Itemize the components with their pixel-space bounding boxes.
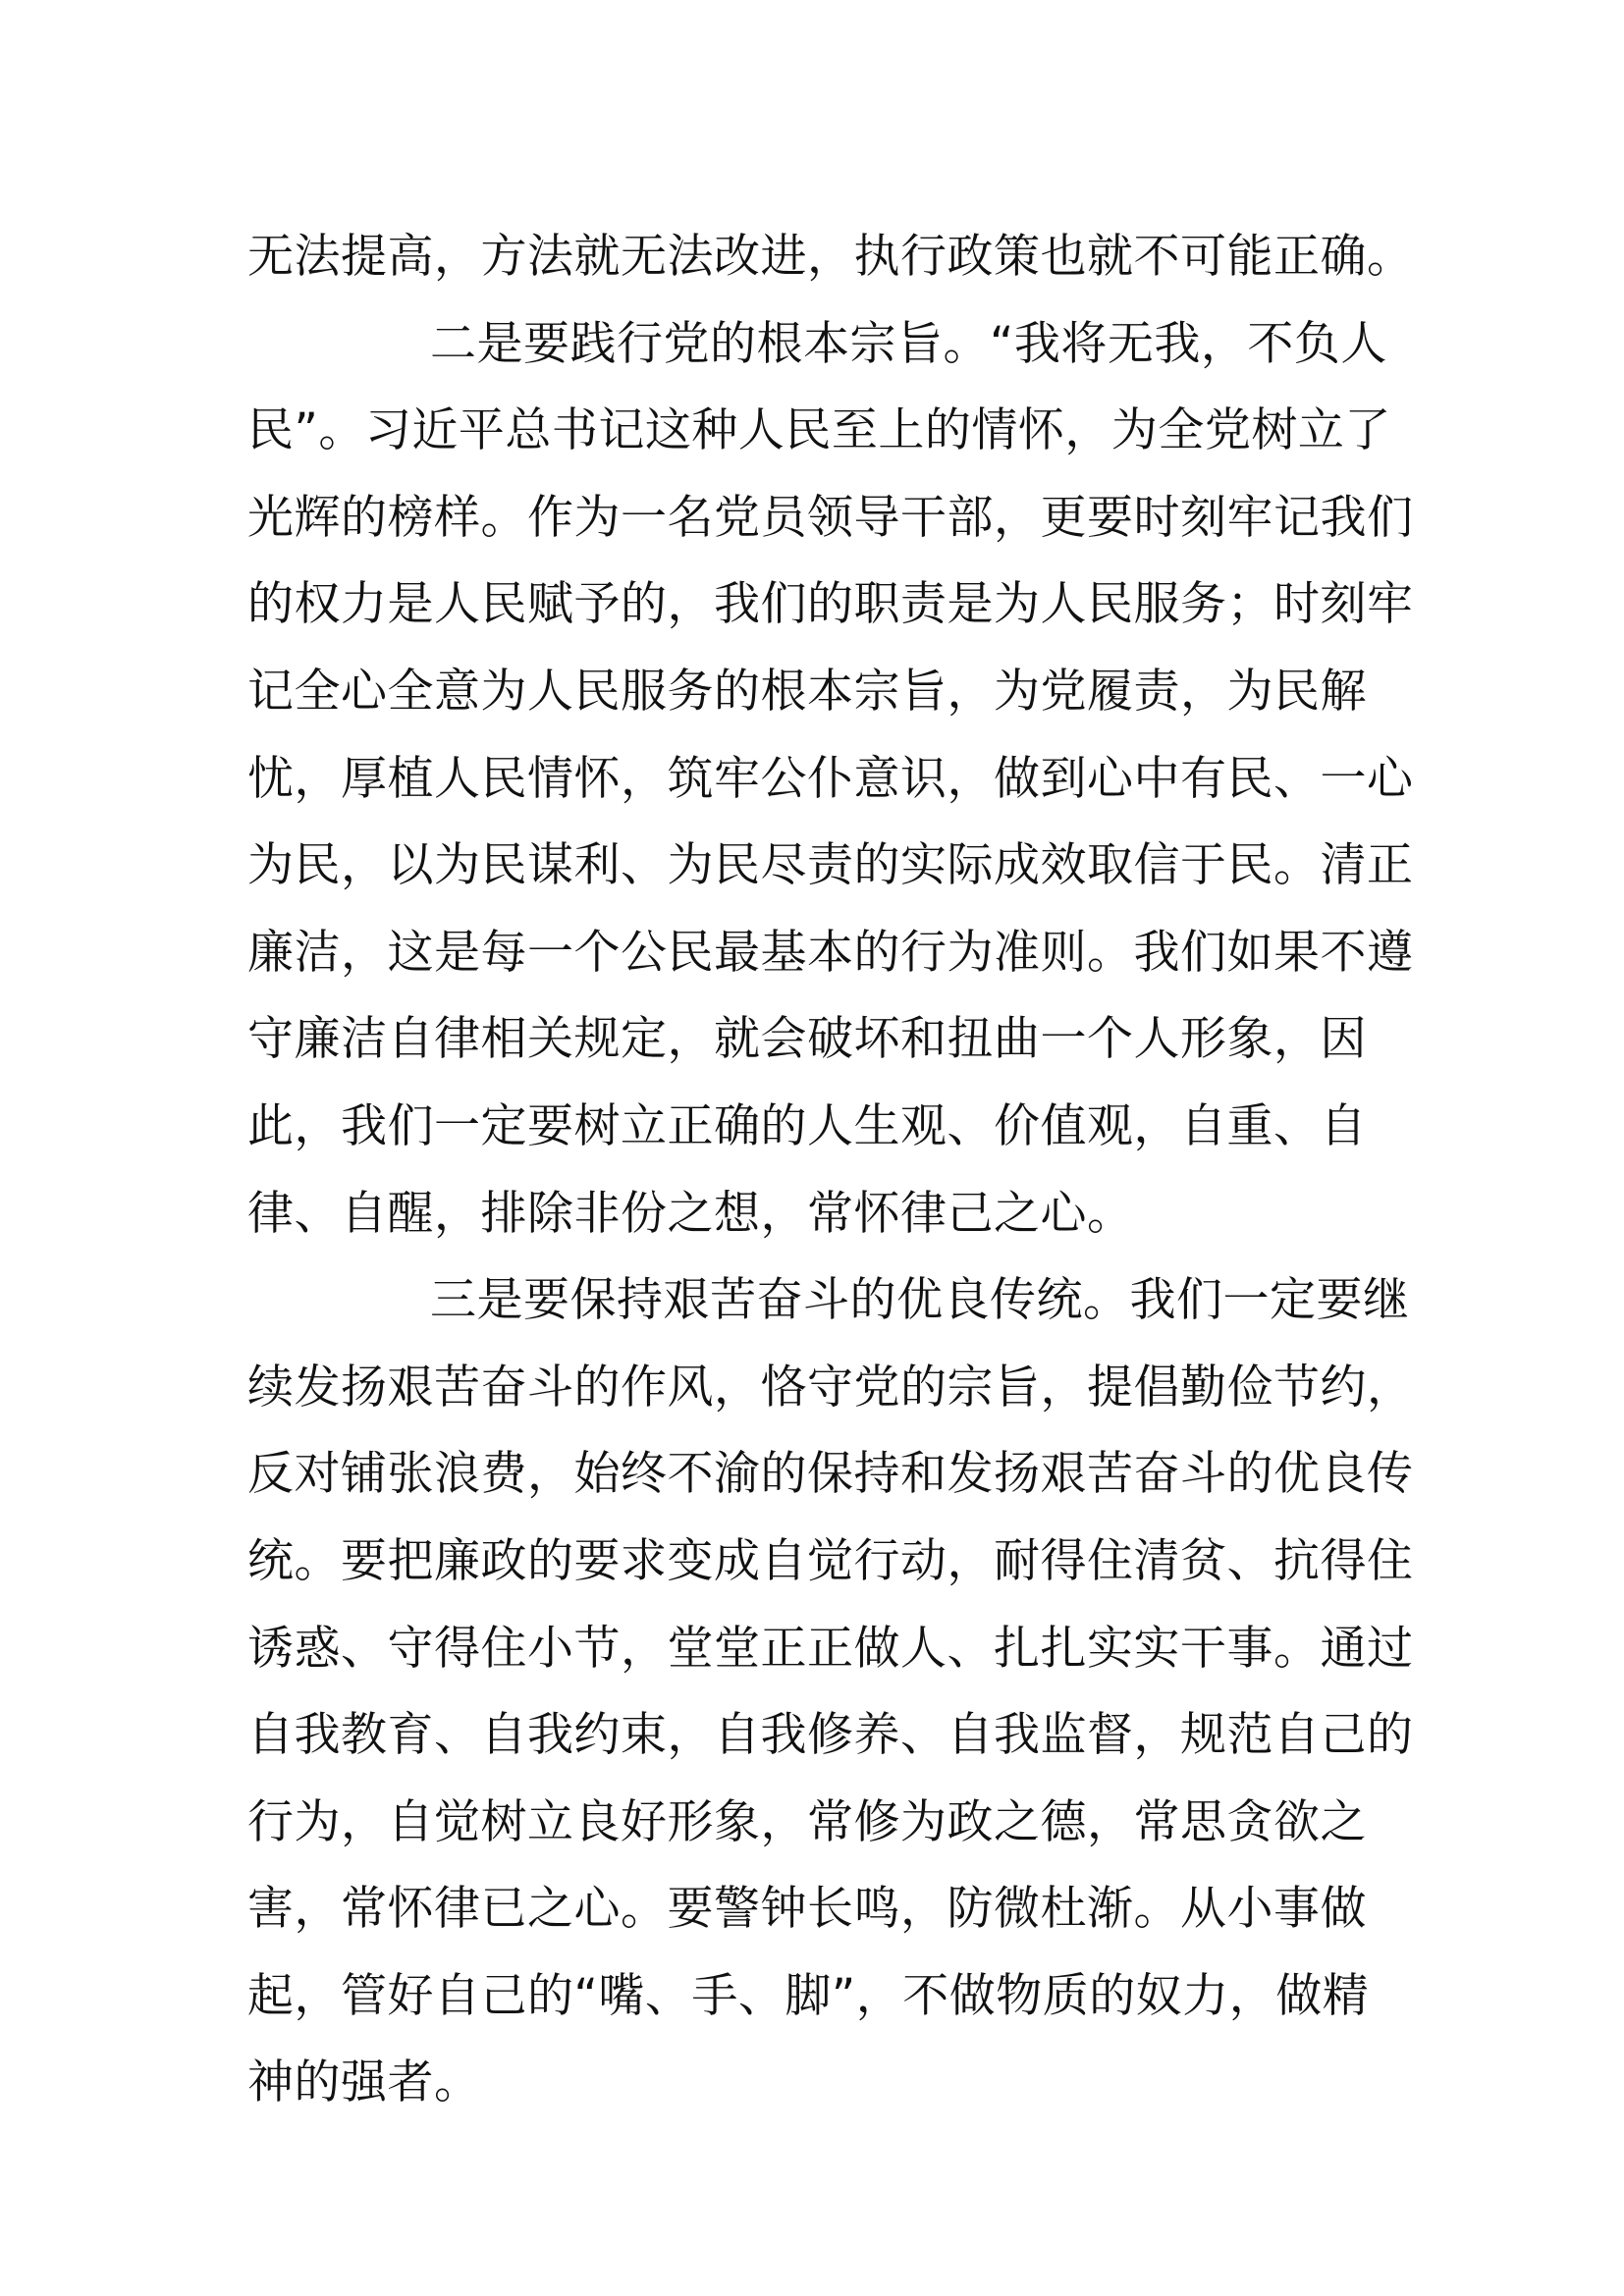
text-line: 诱惑、守得住小节，堂堂正正做人、扎扎实实干事。通过 bbox=[247, 1621, 1414, 1676]
text-line: 自我教育、自我约束，自我修养、自我监督，规范自己的 bbox=[247, 1708, 1414, 1763]
text-line: 起，管好自己的“嘴、手、脚”，不做物质的奴力，做精 bbox=[247, 1968, 1370, 2023]
text-line: 的权力是人民赋予的，我们的职责是为人民服务；时刻牢 bbox=[247, 577, 1414, 632]
text-line: 忧，厚植人民情怀，筑牢公仆意识，做到心中有民、一心 bbox=[247, 751, 1414, 806]
text-line: 续发扬艰苦奋斗的作风，恪守党的宗旨，提倡勤俭节约， bbox=[247, 1360, 1414, 1415]
text-line: 无法提高，方法就无法改进，执行政策也就不可能正确。 bbox=[247, 230, 1414, 284]
text-line: 害，常怀律已之心。要警钟长鸣，防微杜渐。从小事做 bbox=[247, 1882, 1367, 1937]
text-line: 此，我们一定要树立正确的人生观、价值观，自重、自 bbox=[247, 1098, 1367, 1153]
text-line: 统。要把廉政的要求变成自觉行动，耐得住清贫、抗得住 bbox=[247, 1533, 1414, 1588]
text-line: 行为，自觉树立良好形象，常修为政之德，常思贪欲之 bbox=[247, 1794, 1367, 1849]
text-line: 记全心全意为人民服务的根本宗旨，为党履责，为民解 bbox=[247, 664, 1367, 719]
text-line: 反对铺张浪费，始终不渝的保持和发扬艰苦奋斗的优良传 bbox=[247, 1447, 1414, 1502]
text-line: 神的强者。 bbox=[247, 2056, 481, 2110]
paragraph-two-first-line: 二是要践行党的根本宗旨。“我将无我，不负人 bbox=[430, 316, 1387, 371]
text-line: 廉洁，这是每一个公民最基本的行为准则。我们如果不遵 bbox=[247, 925, 1414, 980]
text-line: 光辉的榜样。作为一名党员领导干部，更要时刻牢记我们 bbox=[247, 490, 1414, 545]
text-line: 民”。习近平总书记这种人民至上的情怀，为全党树立了 bbox=[247, 403, 1391, 458]
text-line: 律、自醒，排除非份之想，常怀律己之心。 bbox=[247, 1186, 1134, 1241]
document-body bbox=[247, 214, 1414, 2127]
text-line: 守廉洁自律相关规定，就会破坏和扭曲一个人形象，因 bbox=[247, 1012, 1367, 1067]
paragraph-three-first-line: 三是要保持艰苦奋斗的优良传统。我们一定要继 bbox=[430, 1273, 1410, 1328]
text-line: 为民，以为民谋利、为民尽责的实际成效取信于民。清正 bbox=[247, 838, 1414, 893]
